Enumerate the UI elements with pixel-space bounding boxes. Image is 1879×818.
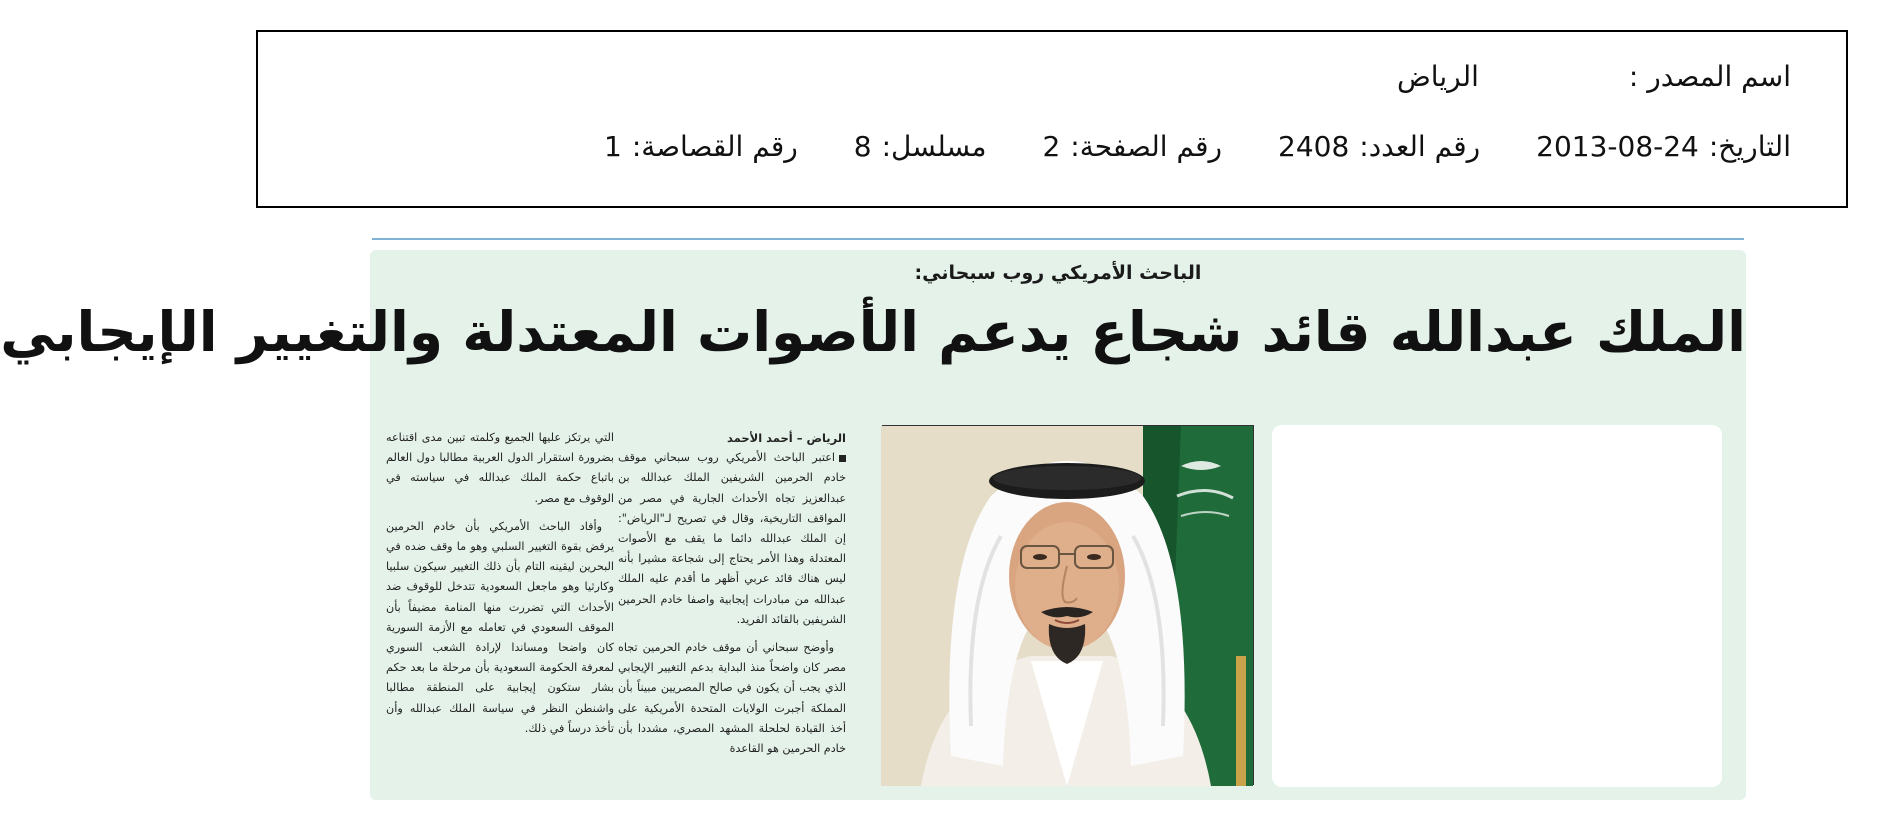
column1-paragraph-1	[618, 448, 846, 630]
bullet-square-icon	[839, 455, 846, 462]
clip-number-field	[604, 130, 798, 163]
issue-value: 2408	[1278, 130, 1350, 163]
column2-paragraph-1: التي يرتكز عليها الجميع وكلمته تبين مدى اقتناعه بضرورة استقرار الدول العربية مطالبا دول العالم باتباع حكمة الملك عبدالله في سياسته في الوقوف مع مصر.	[386, 431, 614, 505]
page-value: 2	[1042, 130, 1061, 163]
clip-number-value: 1	[603, 130, 622, 163]
date-label: التاريخ:	[1708, 130, 1791, 163]
details-row	[604, 130, 1791, 163]
page-field	[1042, 130, 1222, 163]
top-rule	[372, 238, 1744, 240]
portrait-illustration	[881, 426, 1253, 786]
column2-paragraph-2: وأفاد الباحث الأمريكي بأن خادم الحرمين يرفض بقوة التغيير السلبي وهو ما وقف ضده في البحرين ليقينه التام بأن ذلك التغيير سيكون سلبيا وكارثيا وهو ماجعل السعودية تتدخل للوقوف ضد الأحداث التي تضررت منها المنامة مضيفاً بأن الموقف السعودي في تعامله مع الأزمة السورية كان واضحا ومساندا لإرادة الشعب السوري لمعرفة الحكومة السعودية بأن مرحلة ما بعد حكم بشار ستكون إيجابية على المنطقة مطالبا واشنطن النظر في سياسة الملك عبدالله وأن تأخذ درساً في ذلك.	[386, 519, 614, 735]
column1-paragraph-1-text: اعتبر الباحث الأمريكي روب سبحاني موقف خادم الحرمين الشريفين الملك عبدالله بن عبدالعزيز تجاه الأحداث الجارية في مصر من المواقف التاريخية، وقال في تصريح لـ"الرياض": إن الملك عبدالله دائما ما يقف مع الأصوات المعتدلة وهذا الأمر يحتاج إلى شجاعة مشيرا بأنه ليس هناك قائد عربي أظهر ما أقدم عليه الملك عبدالله من مبادرات إيجابية واصفا خادم الحرمين الشريفين بالقائد الفريد.	[618, 451, 846, 626]
page-label: رقم الصفحة:	[1070, 130, 1223, 163]
article-kicker: الباحث الأمريكي روب سبحاني:	[914, 262, 1202, 284]
issue-field	[1278, 130, 1480, 163]
serial-label: مسلسل:	[881, 130, 987, 163]
newspaper-clipping	[0, 250, 1746, 800]
article-byline: الرياض – أحمد الأحمد	[726, 431, 846, 445]
date-field	[1536, 130, 1791, 163]
source-row	[1397, 60, 1791, 93]
date-value: 2013-08-24	[1536, 130, 1699, 163]
portrait-photo	[882, 425, 1254, 785]
source-value: الرياض	[1396, 60, 1479, 93]
blank-ad-space	[1272, 425, 1722, 787]
clip-number-label: رقم القصاصة:	[631, 130, 798, 163]
serial-value: 8	[853, 130, 872, 163]
column1-paragraph-2: وأوضح سبحاني أن موقف خادم الحرمين تجاه مصر كان واضحاً منذ البداية بدعم التغيير الإيجابي الذي يجب أن يكون في صالح المصريين مبيناً بأن المملكة أجبرت الولايات المتحدة الأمريكية على أخذ القيادة لحلحلة المشهد المصري، مشددا بأن خادم الحرمين هو القاعدة	[618, 641, 846, 756]
source-label: اسم المصدر :	[1628, 60, 1791, 93]
metadata-box	[256, 30, 1848, 208]
article-headline: الملك عبدالله قائد شجاع يدعم الأصوات المعتدلة والتغيير الإيجابي	[0, 300, 1746, 364]
article-column-1	[618, 428, 846, 759]
article-column-2	[386, 428, 614, 739]
serial-field	[854, 130, 987, 163]
issue-label: رقم العدد:	[1359, 130, 1481, 163]
